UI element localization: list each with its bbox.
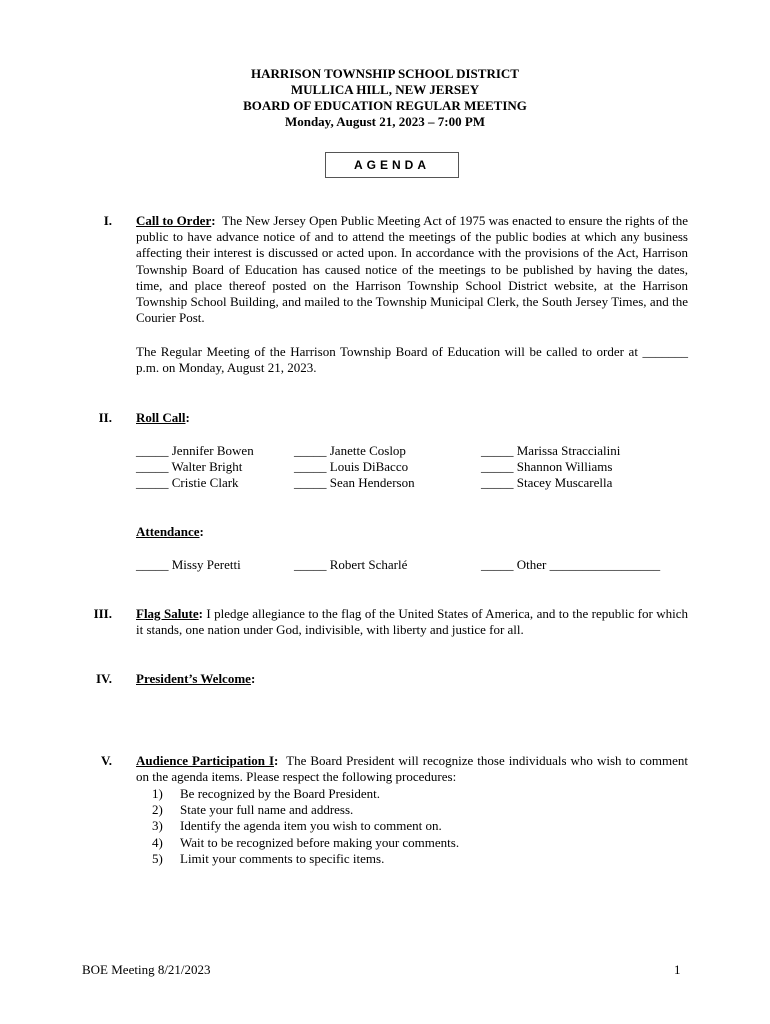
call-to-order-time-paragraph: The Regular Meeting of the Harrison Township Board of Education will be called to order at _______ p.m. on Monday, August 21, 2023. xyxy=(136,344,688,376)
list-item: 5) Limit your comments to specific items. xyxy=(152,850,385,866)
district-name: HARRISON TOWNSHIP SCHOOL DISTRICT xyxy=(251,66,519,81)
page-number: 1 xyxy=(674,962,681,977)
roll-call-heading-line: Roll Call: xyxy=(136,410,190,425)
audience-participation-text: The Board President will recognize those individuals who wish to comment on the agenda items. Please respect the following procedures: xyxy=(136,753,689,785)
attendance-heading: Attendance xyxy=(136,524,200,539)
roll-call-member: _____ Stacey Muscarella xyxy=(481,475,613,490)
call-to-order-text: The New Jersey Open Public Meeting Act of 1975 was enacted to ensure the rights of the public to have advance notice of and to attend the meetings of the public bodies at which any business affecting their interest is discussed or acted upon. In accordance with the provisions of the Act, Harrison Township Board of Education has caused notice of the meetings to be published by having the dates, time, and place thereof posted on the Harrison Township School District website, at the Harrison Township School Building, and mailed to the Township Municipal Clerk, the South Jersey Times, and the Courier Post. xyxy=(136,213,689,326)
attendance-heading-line: Attendance: xyxy=(136,524,204,539)
section-number-roll-call: II. xyxy=(98,410,112,425)
attendance-entry: _____ Missy Peretti xyxy=(136,557,241,572)
list-item: 2) State your full name and address. xyxy=(152,802,354,818)
section-number-flag-salute: III. xyxy=(93,606,112,621)
roll-call-member: _____ Sean Henderson xyxy=(294,475,415,490)
roll-call-member: _____ Louis DiBacco xyxy=(294,459,409,474)
roll-call-member: _____ Marissa Straccialini xyxy=(481,443,621,458)
list-item: 4) Wait to be recognized before making your comments. xyxy=(152,834,460,850)
section-number-audience-participation: V. xyxy=(101,753,112,768)
roll-call-member: _____ Janette Coslop xyxy=(294,443,406,458)
roll-call-member: _____ Cristie Clark xyxy=(136,475,239,490)
meeting-title: BOARD OF EDUCATION REGULAR MEETING xyxy=(243,98,527,113)
footer-meeting-label: BOE Meeting 8/21/2023 xyxy=(82,962,211,977)
roll-call-member: _____ Jennifer Bowen xyxy=(136,443,254,458)
presidents-welcome-heading: President’s Welcome xyxy=(136,671,251,686)
procedures-list xyxy=(152,786,459,867)
presidents-welcome-heading-line: President’s Welcome: xyxy=(136,671,256,686)
audience-participation-heading: Audience Participation I xyxy=(136,753,275,768)
section-number-presidents-welcome: IV. xyxy=(95,671,112,686)
call-to-order-paragraph: Call to Order: The New Jersey Open Public Meeting Act of 1975 was enacted to ensure the rights of the public to have advance notice of and to attend the meetings of the public bodies at which any business affecting their interest is discussed or acted upon. In accordance with the provisions of the Act, Harrison Township Board of Education has caused notice of the meetings to be published by having the dates, time, and place thereof posted on the Harrison Township School District website, at the Harrison Township School Building, and mailed to the Township Municipal Clerk, the South Jersey Times, and the Courier Post. xyxy=(136,213,689,326)
call-to-order-heading: Call to Order xyxy=(136,213,212,228)
audience-participation-paragraph: Audience Participation I: The Board President will recognize those individuals who wish to comment on the agenda items. Please respect the following procedures: xyxy=(136,753,689,785)
attendance-entry: _____ Other _________________ xyxy=(481,557,661,572)
agenda-label: AGENDA xyxy=(353,158,430,172)
section-number-call-to-order: I. xyxy=(103,213,112,228)
list-item: 3) Identify the agenda item you wish to comment on. xyxy=(152,818,442,834)
district-location: MULLICA HILL, NEW JERSEY xyxy=(290,82,480,97)
flag-salute-heading: Flag Salute xyxy=(136,606,199,621)
flag-salute-paragraph: Flag Salute: I pledge allegiance to the flag of the United States of America, and to the republic for which it stands, one nation under God, indivisible, with liberty and justice for all. xyxy=(136,606,688,638)
flag-salute-text: I pledge allegiance to the flag of the United States of America, and to the republic for which it stands, one nation under God, indivisible, with liberty and justice for all. xyxy=(136,606,688,638)
meeting-date: Monday, August 21, 2023 – 7:00 PM xyxy=(284,114,486,129)
attendance-entry: _____ Robert Scharlé xyxy=(294,557,408,572)
roll-call-heading: Roll Call xyxy=(136,410,186,425)
roll-call-member: _____ Walter Bright xyxy=(136,459,243,474)
list-item: 1) Be recognized by the Board President. xyxy=(152,786,380,801)
agenda-label-box xyxy=(325,152,459,178)
roll-call-member: _____ Shannon Williams xyxy=(481,459,613,474)
